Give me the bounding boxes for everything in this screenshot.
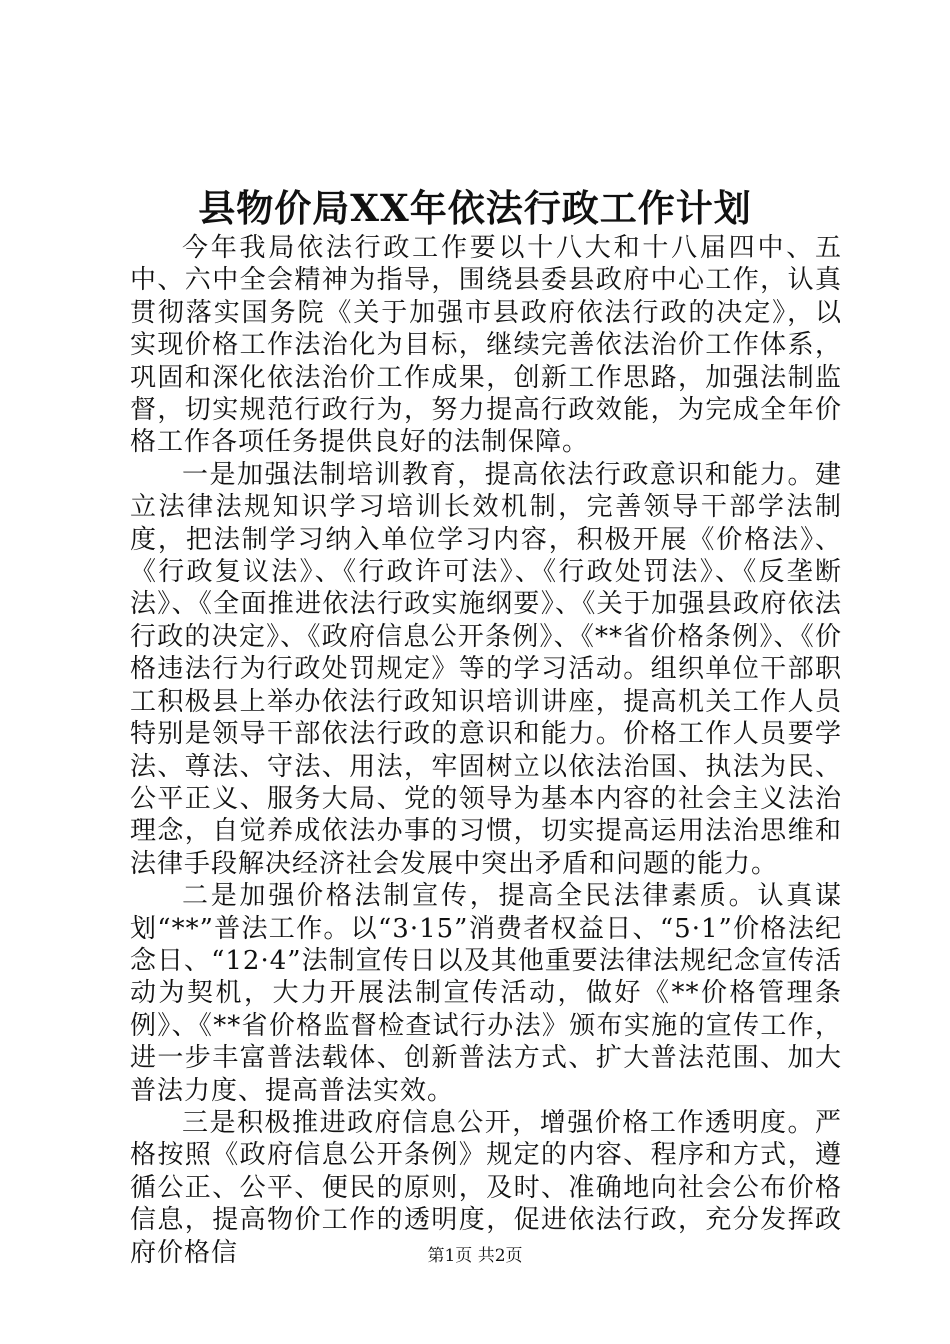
paragraph-intro: 今年我局依法行政工作要以十八大和十八届四中、五中、六中全会精神为指导，围绕县委县政府中心工作，认真贯彻落实国务院《关于加强市县政府依法行政的决定》，以实现价格工作法治化为目标，继续完善依法治价工作体系，巩固和深化依法治价工作成果，创新工作思路，加强法制监督，切实规范行政行为，努力提高行政效能，为完成全年价格工作各项任务提供良好的法制保障。	[130, 233, 842, 458]
page-number-footer: 第1页 共2页	[427, 1246, 523, 1266]
paragraph-publicity: 二是加强价格法制宣传，提高全民法律素质。认真谋划“**”普法工作。以“3·15”消费者权益日、“5·1”价格法纪念日、“12·4”法制宣传日以及其他重要法律法规纪念宣传活动为契机，大力开展法制宣传活动，做好《**价格管理条例》、《**省价格监督检查试行办法》颁布实施的宣传工作，进一步丰富普法载体、创新普法方式、扩大普法范围、加大普法力度、提高普法实效。	[130, 881, 842, 1106]
paragraph-disclosure: 三是积极推进政府信息公开，增强价格工作透明度。严格按照《政府信息公开条例》规定的内容、程序和方式，遵循公正、公平、便民的原则，及时、准确地向社会公布价格信息，提高物价工作的透明度，促进依法行政，充分发挥政府价格信	[130, 1107, 842, 1268]
paragraph-training: 一是加强法制培训教育，提高依法行政意识和能力。建立法律法规知识学习培训长效机制，完善领导干部学法制度，把法制学习纳入单位学习内容，积极开展《价格法》、《行政复议法》、《行政许可法》、《行政处罚法》、《反垄断法》、《全面推进依法行政实施纲要》、《关于加强县政府依法行政的决定》、《政府信息公开条例》、《**省价格条例》、《价格违法行为行政处罚规定》等的学习活动。组织单位干部职工积极县上举办依法行政知识培训讲座，提高机关工作人员特别是领导干部依法行政的意识和能力。价格工作人员要学法、尊法、守法、用法，牢固树立以依法治国、执法为民、公平正义、服务大局、党的领导为基本内容的社会主义法治理念，自觉养成依法办事的习惯，切实提高运用法治思维和法律手段解决经济社会发展中突出矛盾和问题的能力。	[130, 459, 842, 879]
document-body	[130, 232, 842, 1269]
document-title: 县物价局XX年依法行政工作计划	[198, 186, 752, 230]
